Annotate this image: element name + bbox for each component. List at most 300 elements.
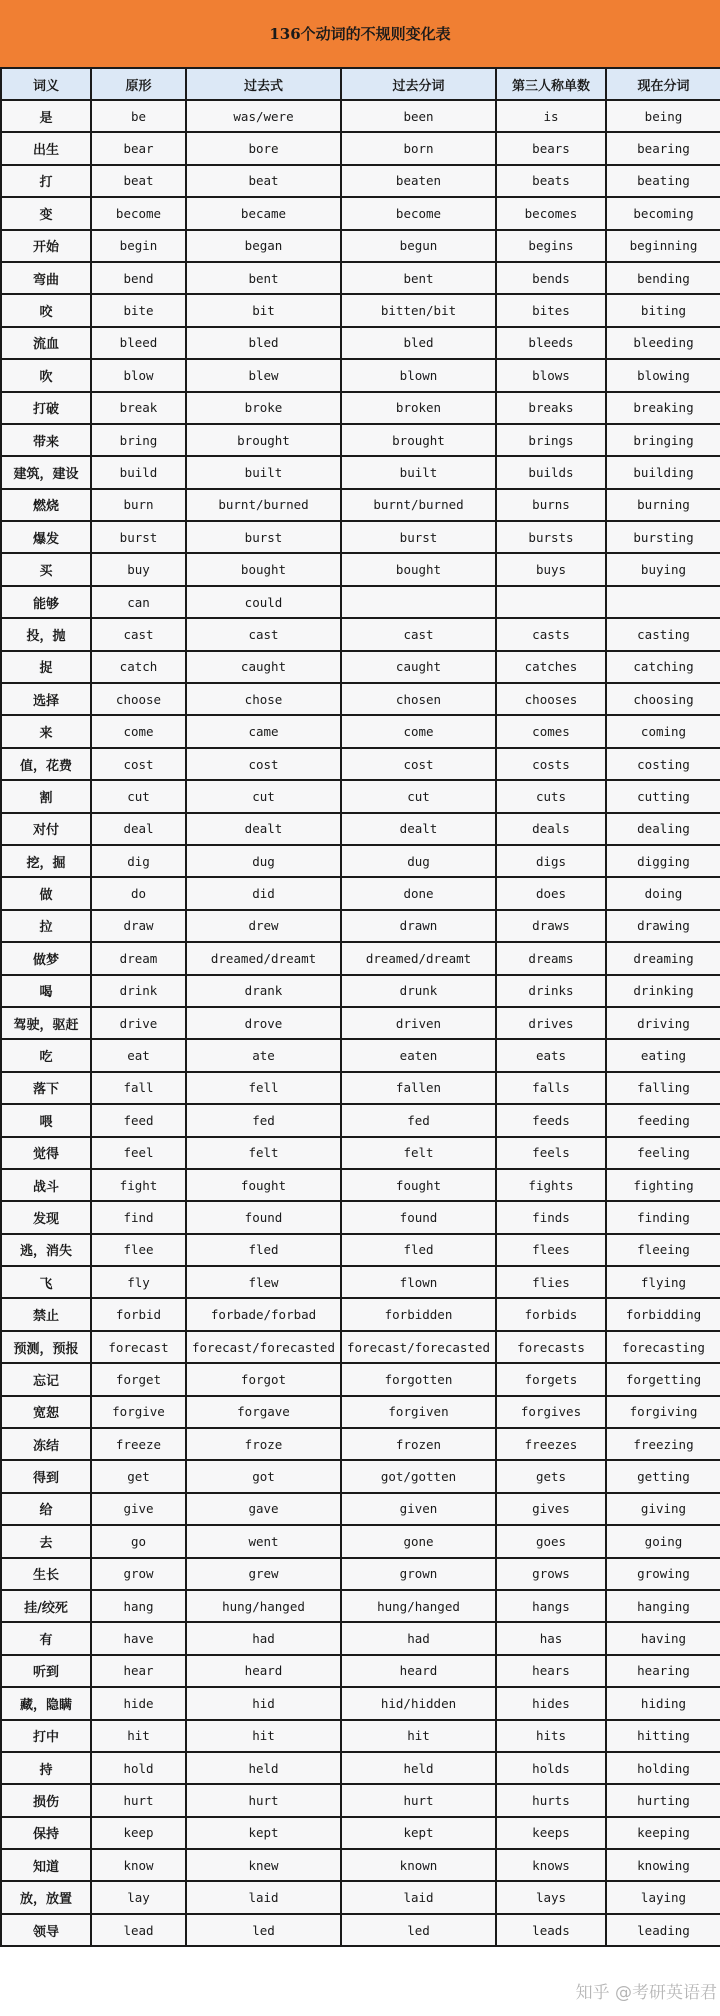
third-person-cell: has bbox=[496, 1622, 606, 1654]
third-person-cell: builds bbox=[496, 456, 606, 488]
past-participle-cell: got/gotten bbox=[341, 1460, 496, 1492]
third-person-cell: does bbox=[496, 877, 606, 909]
past-participle-cell: drawn bbox=[341, 910, 496, 942]
present-participle-cell: driving bbox=[606, 1007, 720, 1039]
meaning-cell: 买 bbox=[1, 553, 91, 585]
column-header-base-form: 原形 bbox=[91, 68, 186, 100]
base-form-cell: do bbox=[91, 877, 186, 909]
past-participle-cell: laid bbox=[341, 1881, 496, 1913]
past-tense-cell: blew bbox=[186, 359, 341, 391]
meaning-cell: 得到 bbox=[1, 1460, 91, 1492]
past-tense-cell: bought bbox=[186, 553, 341, 585]
table-row bbox=[1, 456, 720, 488]
present-participle-cell: blowing bbox=[606, 359, 720, 391]
present-participle-cell: growing bbox=[606, 1558, 720, 1590]
past-participle-cell: dug bbox=[341, 845, 496, 877]
third-person-cell: breaks bbox=[496, 392, 606, 424]
meaning-cell: 咬 bbox=[1, 294, 91, 326]
past-tense-cell: fell bbox=[186, 1072, 341, 1104]
past-tense-cell: forgave bbox=[186, 1396, 341, 1428]
table-row bbox=[1, 1201, 720, 1233]
base-form-cell: fly bbox=[91, 1266, 186, 1298]
past-participle-cell: burst bbox=[341, 521, 496, 553]
base-form-cell: beat bbox=[91, 165, 186, 197]
present-participle-cell: burning bbox=[606, 489, 720, 521]
table-row bbox=[1, 1622, 720, 1654]
present-participle-cell: bearing bbox=[606, 132, 720, 164]
past-participle-cell: burnt/burned bbox=[341, 489, 496, 521]
meaning-cell: 生长 bbox=[1, 1558, 91, 1590]
table-row bbox=[1, 618, 720, 650]
meaning-cell: 吃 bbox=[1, 1039, 91, 1071]
past-tense-cell: began bbox=[186, 230, 341, 262]
third-person-cell: hits bbox=[496, 1720, 606, 1752]
table-row bbox=[1, 942, 720, 974]
meaning-cell: 选择 bbox=[1, 683, 91, 715]
base-form-cell: forget bbox=[91, 1363, 186, 1395]
third-person-cell: dreams bbox=[496, 942, 606, 974]
meaning-cell: 给 bbox=[1, 1493, 91, 1525]
past-participle-cell: cost bbox=[341, 748, 496, 780]
table-row bbox=[1, 1428, 720, 1460]
past-tense-cell: came bbox=[186, 715, 341, 747]
meaning-cell: 能够 bbox=[1, 586, 91, 618]
meaning-cell: 觉得 bbox=[1, 1137, 91, 1169]
present-participle-cell: buying bbox=[606, 553, 720, 585]
past-tense-cell: laid bbox=[186, 1881, 341, 1913]
meaning-cell: 有 bbox=[1, 1622, 91, 1654]
third-person-cell: flees bbox=[496, 1234, 606, 1266]
present-participle-cell: keeping bbox=[606, 1817, 720, 1849]
present-participle-cell bbox=[606, 586, 720, 618]
past-tense-cell: caught bbox=[186, 651, 341, 683]
present-participle-cell: hanging bbox=[606, 1590, 720, 1622]
past-tense-cell: bore bbox=[186, 132, 341, 164]
table-row bbox=[1, 910, 720, 942]
past-participle-cell: fled bbox=[341, 1234, 496, 1266]
third-person-cell: knows bbox=[496, 1849, 606, 1881]
base-form-cell: feed bbox=[91, 1104, 186, 1136]
past-participle-cell: had bbox=[341, 1622, 496, 1654]
table-row bbox=[1, 392, 720, 424]
meaning-cell: 逃，消失 bbox=[1, 1234, 91, 1266]
third-person-cell: gets bbox=[496, 1460, 606, 1492]
third-person-cell: draws bbox=[496, 910, 606, 942]
third-person-cell: bends bbox=[496, 262, 606, 294]
third-person-cell: hurts bbox=[496, 1784, 606, 1816]
third-person-cell: is bbox=[496, 100, 606, 132]
table-row bbox=[1, 1396, 720, 1428]
present-participle-cell: forbidding bbox=[606, 1298, 720, 1330]
meaning-cell: 出生 bbox=[1, 132, 91, 164]
present-participle-cell: dreaming bbox=[606, 942, 720, 974]
meaning-cell: 忘记 bbox=[1, 1363, 91, 1395]
base-form-cell: hurt bbox=[91, 1784, 186, 1816]
meaning-cell: 对付 bbox=[1, 813, 91, 845]
base-form-cell: find bbox=[91, 1201, 186, 1233]
past-tense-cell: became bbox=[186, 197, 341, 229]
base-form-cell: drink bbox=[91, 975, 186, 1007]
past-tense-cell: cast bbox=[186, 618, 341, 650]
table-row bbox=[1, 1914, 720, 1946]
present-participle-cell: going bbox=[606, 1525, 720, 1557]
past-tense-cell: had bbox=[186, 1622, 341, 1654]
third-person-cell: beats bbox=[496, 165, 606, 197]
base-form-cell: forgive bbox=[91, 1396, 186, 1428]
table-row bbox=[1, 197, 720, 229]
table-row bbox=[1, 845, 720, 877]
past-participle-cell: bitten/bit bbox=[341, 294, 496, 326]
table-row bbox=[1, 165, 720, 197]
base-form-cell: fight bbox=[91, 1169, 186, 1201]
past-participle-cell: brought bbox=[341, 424, 496, 456]
third-person-cell: forbids bbox=[496, 1298, 606, 1330]
present-participle-cell: hitting bbox=[606, 1720, 720, 1752]
column-header-past-tense: 过去式 bbox=[186, 68, 341, 100]
base-form-cell: burn bbox=[91, 489, 186, 521]
column-header-meaning: 词义 bbox=[1, 68, 91, 100]
base-form-cell: burst bbox=[91, 521, 186, 553]
past-participle-cell bbox=[341, 586, 496, 618]
past-tense-cell: brought bbox=[186, 424, 341, 456]
base-form-cell: eat bbox=[91, 1039, 186, 1071]
present-participle-cell: feeling bbox=[606, 1137, 720, 1169]
meaning-cell: 放，放置 bbox=[1, 1881, 91, 1913]
meaning-cell: 打破 bbox=[1, 392, 91, 424]
past-participle-cell: dreamed/dreamt bbox=[341, 942, 496, 974]
third-person-cell: catches bbox=[496, 651, 606, 683]
column-header-present-participle: 现在分词 bbox=[606, 68, 720, 100]
past-participle-cell: forgiven bbox=[341, 1396, 496, 1428]
meaning-cell: 挖，掘 bbox=[1, 845, 91, 877]
meaning-cell: 弯曲 bbox=[1, 262, 91, 294]
third-person-cell: holds bbox=[496, 1752, 606, 1784]
past-participle-cell: cut bbox=[341, 780, 496, 812]
past-tense-cell: broke bbox=[186, 392, 341, 424]
present-participle-cell: costing bbox=[606, 748, 720, 780]
table-row bbox=[1, 1720, 720, 1752]
table-row bbox=[1, 327, 720, 359]
present-participle-cell: beating bbox=[606, 165, 720, 197]
verb-table-container bbox=[0, 67, 720, 1947]
past-participle-cell: bent bbox=[341, 262, 496, 294]
past-tense-cell: built bbox=[186, 456, 341, 488]
base-form-cell: lead bbox=[91, 1914, 186, 1946]
meaning-cell: 听到 bbox=[1, 1655, 91, 1687]
past-participle-cell: found bbox=[341, 1201, 496, 1233]
past-participle-cell: gone bbox=[341, 1525, 496, 1557]
third-person-cell: feels bbox=[496, 1137, 606, 1169]
past-participle-cell: bled bbox=[341, 327, 496, 359]
present-participle-cell: hiding bbox=[606, 1687, 720, 1719]
past-participle-cell: kept bbox=[341, 1817, 496, 1849]
third-person-cell: bleeds bbox=[496, 327, 606, 359]
base-form-cell: keep bbox=[91, 1817, 186, 1849]
present-participle-cell: digging bbox=[606, 845, 720, 877]
past-participle-cell: done bbox=[341, 877, 496, 909]
meaning-cell: 捉 bbox=[1, 651, 91, 683]
base-form-cell: lay bbox=[91, 1881, 186, 1913]
present-participle-cell: getting bbox=[606, 1460, 720, 1492]
present-participle-cell: dealing bbox=[606, 813, 720, 845]
meaning-cell: 冻结 bbox=[1, 1428, 91, 1460]
base-form-cell: be bbox=[91, 100, 186, 132]
meaning-cell: 战斗 bbox=[1, 1169, 91, 1201]
present-participle-cell: bending bbox=[606, 262, 720, 294]
meaning-cell: 来 bbox=[1, 715, 91, 747]
table-row bbox=[1, 813, 720, 845]
present-participle-cell: fleeing bbox=[606, 1234, 720, 1266]
present-participle-cell: beginning bbox=[606, 230, 720, 262]
meaning-cell: 预测，预报 bbox=[1, 1331, 91, 1363]
table-header-row bbox=[1, 68, 720, 100]
third-person-cell: casts bbox=[496, 618, 606, 650]
table-row bbox=[1, 715, 720, 747]
past-tense-cell: drank bbox=[186, 975, 341, 1007]
past-tense-cell: led bbox=[186, 1914, 341, 1946]
present-participle-cell: knowing bbox=[606, 1849, 720, 1881]
meaning-cell: 做 bbox=[1, 877, 91, 909]
table-row bbox=[1, 521, 720, 553]
past-participle-cell: chosen bbox=[341, 683, 496, 715]
past-participle-cell: hung/hanged bbox=[341, 1590, 496, 1622]
third-person-cell: cuts bbox=[496, 780, 606, 812]
present-participle-cell: hurting bbox=[606, 1784, 720, 1816]
base-form-cell: buy bbox=[91, 553, 186, 585]
past-tense-cell: bent bbox=[186, 262, 341, 294]
past-participle-cell: eaten bbox=[341, 1039, 496, 1071]
meaning-cell: 驾驶，驱赶 bbox=[1, 1007, 91, 1039]
base-form-cell: bleed bbox=[91, 327, 186, 359]
third-person-cell: begins bbox=[496, 230, 606, 262]
meaning-cell: 带来 bbox=[1, 424, 91, 456]
past-participle-cell: blown bbox=[341, 359, 496, 391]
past-participle-cell: drunk bbox=[341, 975, 496, 1007]
meaning-cell: 拉 bbox=[1, 910, 91, 942]
table-row bbox=[1, 877, 720, 909]
past-tense-cell: knew bbox=[186, 1849, 341, 1881]
meaning-cell: 藏，隐瞒 bbox=[1, 1687, 91, 1719]
table-row bbox=[1, 1460, 720, 1492]
base-form-cell: flee bbox=[91, 1234, 186, 1266]
table-row bbox=[1, 553, 720, 585]
past-tense-cell: was/were bbox=[186, 100, 341, 132]
table-row bbox=[1, 132, 720, 164]
past-tense-cell: got bbox=[186, 1460, 341, 1492]
page-title: 136个动词的不规则变化表 bbox=[0, 0, 720, 67]
base-form-cell: deal bbox=[91, 813, 186, 845]
base-form-cell: forbid bbox=[91, 1298, 186, 1330]
base-form-cell: feel bbox=[91, 1137, 186, 1169]
third-person-cell: eats bbox=[496, 1039, 606, 1071]
present-participle-cell: bringing bbox=[606, 424, 720, 456]
base-form-cell: grow bbox=[91, 1558, 186, 1590]
present-participle-cell: feeding bbox=[606, 1104, 720, 1136]
meaning-cell: 燃烧 bbox=[1, 489, 91, 521]
past-participle-cell: grown bbox=[341, 1558, 496, 1590]
table-row bbox=[1, 1104, 720, 1136]
past-participle-cell: frozen bbox=[341, 1428, 496, 1460]
base-form-cell: drive bbox=[91, 1007, 186, 1039]
past-tense-cell: drove bbox=[186, 1007, 341, 1039]
meaning-cell: 流血 bbox=[1, 327, 91, 359]
past-participle-cell: broken bbox=[341, 392, 496, 424]
table-body bbox=[1, 100, 720, 1946]
third-person-cell: keeps bbox=[496, 1817, 606, 1849]
base-form-cell: dream bbox=[91, 942, 186, 974]
table-row bbox=[1, 1331, 720, 1363]
base-form-cell: get bbox=[91, 1460, 186, 1492]
third-person-cell: leads bbox=[496, 1914, 606, 1946]
base-form-cell: begin bbox=[91, 230, 186, 262]
present-participle-cell: casting bbox=[606, 618, 720, 650]
past-participle-cell: cast bbox=[341, 618, 496, 650]
table-row bbox=[1, 262, 720, 294]
third-person-cell: bears bbox=[496, 132, 606, 164]
third-person-cell: lays bbox=[496, 1881, 606, 1913]
present-participle-cell: forgiving bbox=[606, 1396, 720, 1428]
table-row bbox=[1, 1266, 720, 1298]
base-form-cell: become bbox=[91, 197, 186, 229]
base-form-cell: hang bbox=[91, 1590, 186, 1622]
table-row bbox=[1, 489, 720, 521]
base-form-cell: build bbox=[91, 456, 186, 488]
present-participle-cell: laying bbox=[606, 1881, 720, 1913]
past-tense-cell: bled bbox=[186, 327, 341, 359]
present-participle-cell: finding bbox=[606, 1201, 720, 1233]
third-person-cell: blows bbox=[496, 359, 606, 391]
meaning-cell: 喝 bbox=[1, 975, 91, 1007]
past-participle-cell: become bbox=[341, 197, 496, 229]
base-form-cell: come bbox=[91, 715, 186, 747]
table-row bbox=[1, 359, 720, 391]
base-form-cell: cut bbox=[91, 780, 186, 812]
meaning-cell: 落下 bbox=[1, 1072, 91, 1104]
meaning-cell: 领导 bbox=[1, 1914, 91, 1946]
meaning-cell: 发现 bbox=[1, 1201, 91, 1233]
past-participle-cell: known bbox=[341, 1849, 496, 1881]
base-form-cell: hit bbox=[91, 1720, 186, 1752]
meaning-cell: 割 bbox=[1, 780, 91, 812]
base-form-cell: bend bbox=[91, 262, 186, 294]
past-tense-cell: hung/hanged bbox=[186, 1590, 341, 1622]
base-form-cell: bite bbox=[91, 294, 186, 326]
present-participle-cell: drawing bbox=[606, 910, 720, 942]
past-participle-cell: hurt bbox=[341, 1784, 496, 1816]
past-tense-cell: grew bbox=[186, 1558, 341, 1590]
base-form-cell: know bbox=[91, 1849, 186, 1881]
past-tense-cell: fed bbox=[186, 1104, 341, 1136]
past-tense-cell: went bbox=[186, 1525, 341, 1557]
past-participle-cell: forgotten bbox=[341, 1363, 496, 1395]
meaning-cell: 去 bbox=[1, 1525, 91, 1557]
third-person-cell: falls bbox=[496, 1072, 606, 1104]
past-participle-cell: hit bbox=[341, 1720, 496, 1752]
past-tense-cell: kept bbox=[186, 1817, 341, 1849]
past-participle-cell: fallen bbox=[341, 1072, 496, 1104]
present-participle-cell: doing bbox=[606, 877, 720, 909]
base-form-cell: choose bbox=[91, 683, 186, 715]
third-person-cell: chooses bbox=[496, 683, 606, 715]
past-tense-cell: chose bbox=[186, 683, 341, 715]
past-tense-cell: forbade/forbad bbox=[186, 1298, 341, 1330]
past-tense-cell: burnt/burned bbox=[186, 489, 341, 521]
meaning-cell: 投，抛 bbox=[1, 618, 91, 650]
meaning-cell: 是 bbox=[1, 100, 91, 132]
past-participle-cell: born bbox=[341, 132, 496, 164]
meaning-cell: 打 bbox=[1, 165, 91, 197]
third-person-cell: bursts bbox=[496, 521, 606, 553]
base-form-cell: draw bbox=[91, 910, 186, 942]
present-participle-cell: bleeding bbox=[606, 327, 720, 359]
past-participle-cell: given bbox=[341, 1493, 496, 1525]
table-row bbox=[1, 1234, 720, 1266]
base-form-cell: hide bbox=[91, 1687, 186, 1719]
past-participle-cell: driven bbox=[341, 1007, 496, 1039]
third-person-cell: goes bbox=[496, 1525, 606, 1557]
meaning-cell: 禁止 bbox=[1, 1298, 91, 1330]
third-person-cell: hears bbox=[496, 1655, 606, 1687]
base-form-cell: bring bbox=[91, 424, 186, 456]
third-person-cell: hangs bbox=[496, 1590, 606, 1622]
present-participle-cell: becoming bbox=[606, 197, 720, 229]
past-tense-cell: bit bbox=[186, 294, 341, 326]
meaning-cell: 变 bbox=[1, 197, 91, 229]
present-participle-cell: choosing bbox=[606, 683, 720, 715]
past-participle-cell: dealt bbox=[341, 813, 496, 845]
present-participle-cell: falling bbox=[606, 1072, 720, 1104]
third-person-cell bbox=[496, 586, 606, 618]
third-person-cell: freezes bbox=[496, 1428, 606, 1460]
base-form-cell: give bbox=[91, 1493, 186, 1525]
third-person-cell: forecasts bbox=[496, 1331, 606, 1363]
table-row bbox=[1, 1298, 720, 1330]
past-participle-cell: felt bbox=[341, 1137, 496, 1169]
past-tense-cell: flew bbox=[186, 1266, 341, 1298]
present-participle-cell: giving bbox=[606, 1493, 720, 1525]
irregular-verb-table bbox=[0, 67, 720, 1947]
past-participle-cell: led bbox=[341, 1914, 496, 1946]
past-participle-cell: fought bbox=[341, 1169, 496, 1201]
table-row bbox=[1, 780, 720, 812]
table-row bbox=[1, 1039, 720, 1071]
third-person-cell: fights bbox=[496, 1169, 606, 1201]
meaning-cell: 持 bbox=[1, 1752, 91, 1784]
base-form-cell: forecast bbox=[91, 1331, 186, 1363]
present-participle-cell: forgetting bbox=[606, 1363, 720, 1395]
table-row bbox=[1, 1817, 720, 1849]
present-participle-cell: biting bbox=[606, 294, 720, 326]
third-person-cell: costs bbox=[496, 748, 606, 780]
base-form-cell: break bbox=[91, 392, 186, 424]
past-tense-cell: burst bbox=[186, 521, 341, 553]
third-person-cell: deals bbox=[496, 813, 606, 845]
present-participle-cell: drinking bbox=[606, 975, 720, 1007]
past-tense-cell: felt bbox=[186, 1137, 341, 1169]
third-person-cell: flies bbox=[496, 1266, 606, 1298]
table-row bbox=[1, 1881, 720, 1913]
base-form-cell: hear bbox=[91, 1655, 186, 1687]
third-person-cell: forgets bbox=[496, 1363, 606, 1395]
past-tense-cell: found bbox=[186, 1201, 341, 1233]
base-form-cell: hold bbox=[91, 1752, 186, 1784]
past-tense-cell: forgot bbox=[186, 1363, 341, 1395]
past-tense-cell: hid bbox=[186, 1687, 341, 1719]
present-participle-cell: hearing bbox=[606, 1655, 720, 1687]
past-participle-cell: flown bbox=[341, 1266, 496, 1298]
past-tense-cell: drew bbox=[186, 910, 341, 942]
present-participle-cell: building bbox=[606, 456, 720, 488]
